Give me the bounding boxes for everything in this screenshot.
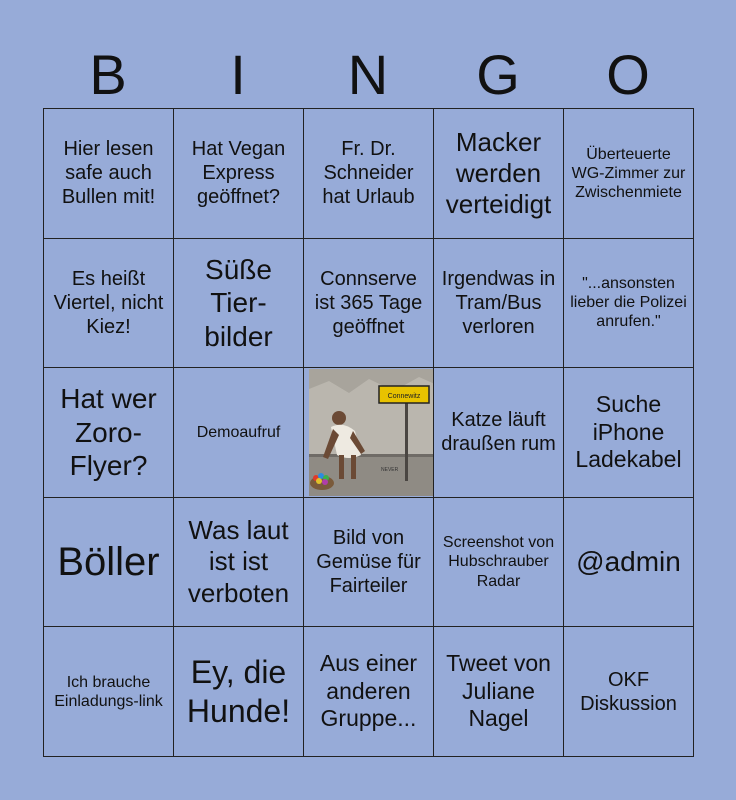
bingo-cell[interactable]: @admin — [564, 497, 694, 627]
bingo-cell[interactable]: Tweet von Juliane Nagel — [434, 627, 564, 757]
bingo-cell[interactable]: Katze läuft draußen rum — [434, 368, 564, 498]
header-letter-g: G — [476, 43, 520, 106]
bingo-row — [44, 109, 694, 239]
bingo-cell[interactable]: "...ansonsten lieber die Polizei anrufen." — [564, 238, 694, 368]
bingo-cell[interactable]: Aus einer anderen Gruppe... — [304, 627, 434, 757]
bingo-cell[interactable]: Connserve ist 365 Tage geöffnet — [304, 238, 434, 368]
bingo-cell[interactable]: Hier lesen safe auch Bullen mit! — [44, 109, 174, 239]
bingo-row — [44, 238, 694, 368]
bingo-cell[interactable]: Screenshot von Hubschrauber Radar — [434, 497, 564, 627]
free-space-cell[interactable] — [304, 368, 434, 498]
free-space-photo — [309, 369, 434, 496]
bingo-cell[interactable]: Demoaufruf — [174, 368, 304, 498]
bingo-row — [44, 497, 694, 627]
bingo-cell[interactable]: Was laut ist ist verboten — [174, 497, 304, 627]
sign-text: Connewitz — [387, 392, 421, 400]
header-letter-n: N — [347, 43, 389, 106]
artist-signature: NEVER — [381, 466, 399, 473]
bingo-cell[interactable]: Bild von Gemüse für Fairteiler — [304, 497, 434, 627]
bingo-cell[interactable]: Hat Vegan Express geöffnet? — [174, 109, 304, 239]
bingo-cell[interactable]: Ey, die Hunde! — [174, 627, 304, 757]
bingo-cell[interactable]: Hat wer Zoro-Flyer? — [44, 368, 174, 498]
bingo-cell[interactable]: Es heißt Viertel, nicht Kiez! — [44, 238, 174, 368]
bingo-row — [44, 368, 694, 498]
bingo-row — [44, 627, 694, 757]
bingo-cell[interactable]: Suche iPhone Ladekabel — [564, 368, 694, 498]
bingo-cell[interactable]: OKF Diskussion — [564, 627, 694, 757]
header-letter-b: B — [89, 43, 127, 106]
bingo-cell[interactable]: Ich brauche Einladungs-link — [44, 627, 174, 757]
bingo-cell[interactable]: Fr. Dr. Schneider hat Urlaub — [304, 109, 434, 239]
bingo-cell[interactable]: Macker werden verteidigt — [434, 109, 564, 239]
bingo-header — [43, 44, 693, 106]
bingo-cell[interactable]: Überteuerte WG-Zimmer zur Zwischenmiete — [564, 109, 694, 239]
bingo-cell[interactable]: Böller — [44, 497, 174, 627]
header-letter-i: I — [230, 43, 246, 106]
header-letter-o: O — [606, 43, 650, 106]
bingo-cell[interactable]: Süße Tier-bilder — [174, 238, 304, 368]
bingo-cell[interactable]: Irgendwas in Tram/Bus verloren — [434, 238, 564, 368]
bingo-card — [43, 108, 694, 757]
